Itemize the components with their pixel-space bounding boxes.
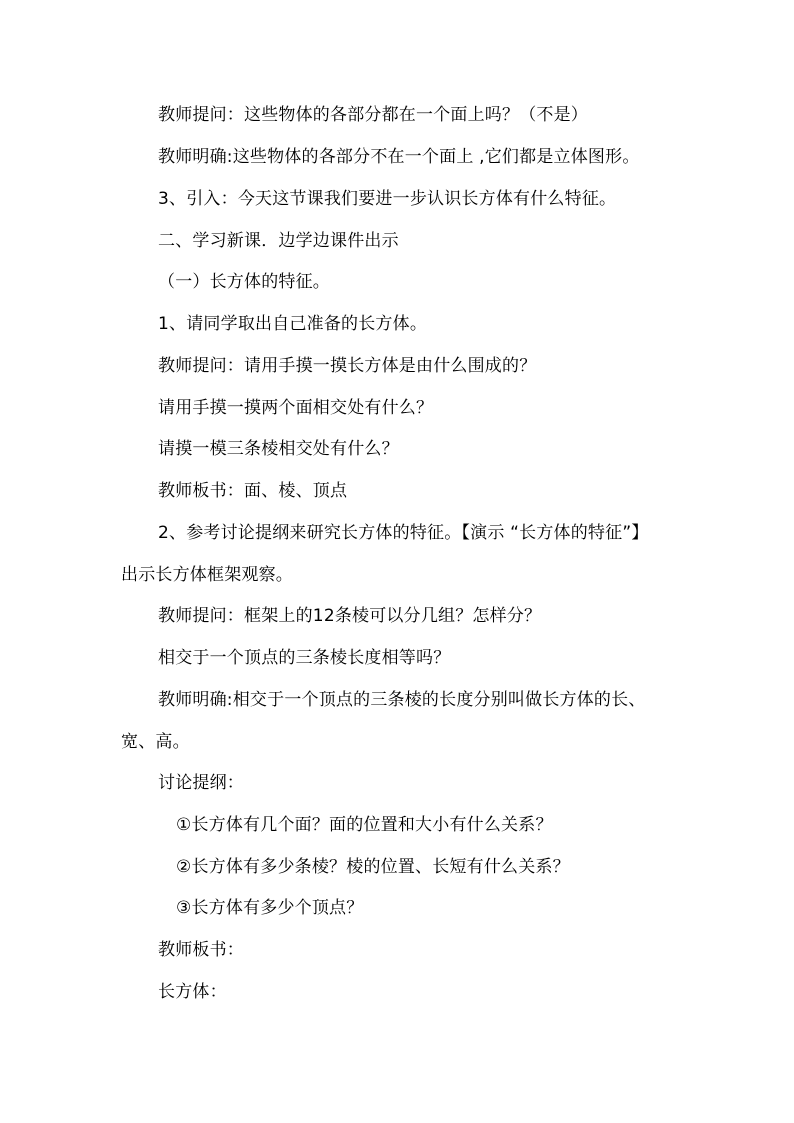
paragraph-line: 1、请同学取出自己准备的长方体。 (158, 314, 428, 334)
paragraph-line: 教师板书：面、棱、顶点 (158, 481, 348, 501)
paragraph-line: 请摸一模三条棱相交处有什么？ (158, 439, 399, 459)
paragraph-line: 宽、高。 (121, 732, 190, 752)
list-item: ②长方体有多少条棱？棱的位置、长短有什么关系？ (176, 857, 570, 877)
section-heading: 二、学习新课．边学边课件出示 (158, 231, 399, 251)
subsection-heading: （一）长方体的特征。 (158, 272, 330, 292)
paragraph-line: 讨论提纲： (158, 773, 244, 793)
list-item: ①长方体有几个面？面的位置和大小有什么关系？ (176, 815, 553, 835)
paragraph-line: 2、参考讨论提纲来研究长方体的特征。【演示 “长方体的特征”】 (158, 523, 649, 543)
paragraph-line: 相交于一个顶点的三条棱长度相等吗？ (158, 648, 451, 668)
paragraph-line: 教师板书： (158, 940, 244, 960)
paragraph-line: 教师提问：框架上的12条棱可以分几组？怎样分？ (158, 606, 542, 626)
paragraph-line: 教师提问：这些物体的各部分都在一个面上吗？（不是） (158, 105, 588, 125)
paragraph-line: 请用手摸一摸两个面相交处有什么？ (158, 398, 434, 418)
paragraph-line: 教师提问：请用手摸一摸长方体是由什么围成的？ (158, 356, 537, 376)
paragraph-line: 长方体： (158, 982, 227, 1002)
paragraph-line: 3、引入：今天这节课我们要进一步认识长方体有什么特征。 (158, 189, 617, 209)
paragraph-line: 教师明确:这些物体的各部分不在一个面上 ,它们都是立体图形。 (158, 147, 640, 167)
paragraph-line: 教师明确:相交于一个顶点的三条棱的长度分别叫做长方体的长、 (158, 690, 646, 710)
list-item: ③长方体有多少个顶点？ (176, 898, 364, 918)
paragraph-line: 出示长方体框架观察。 (121, 565, 293, 585)
